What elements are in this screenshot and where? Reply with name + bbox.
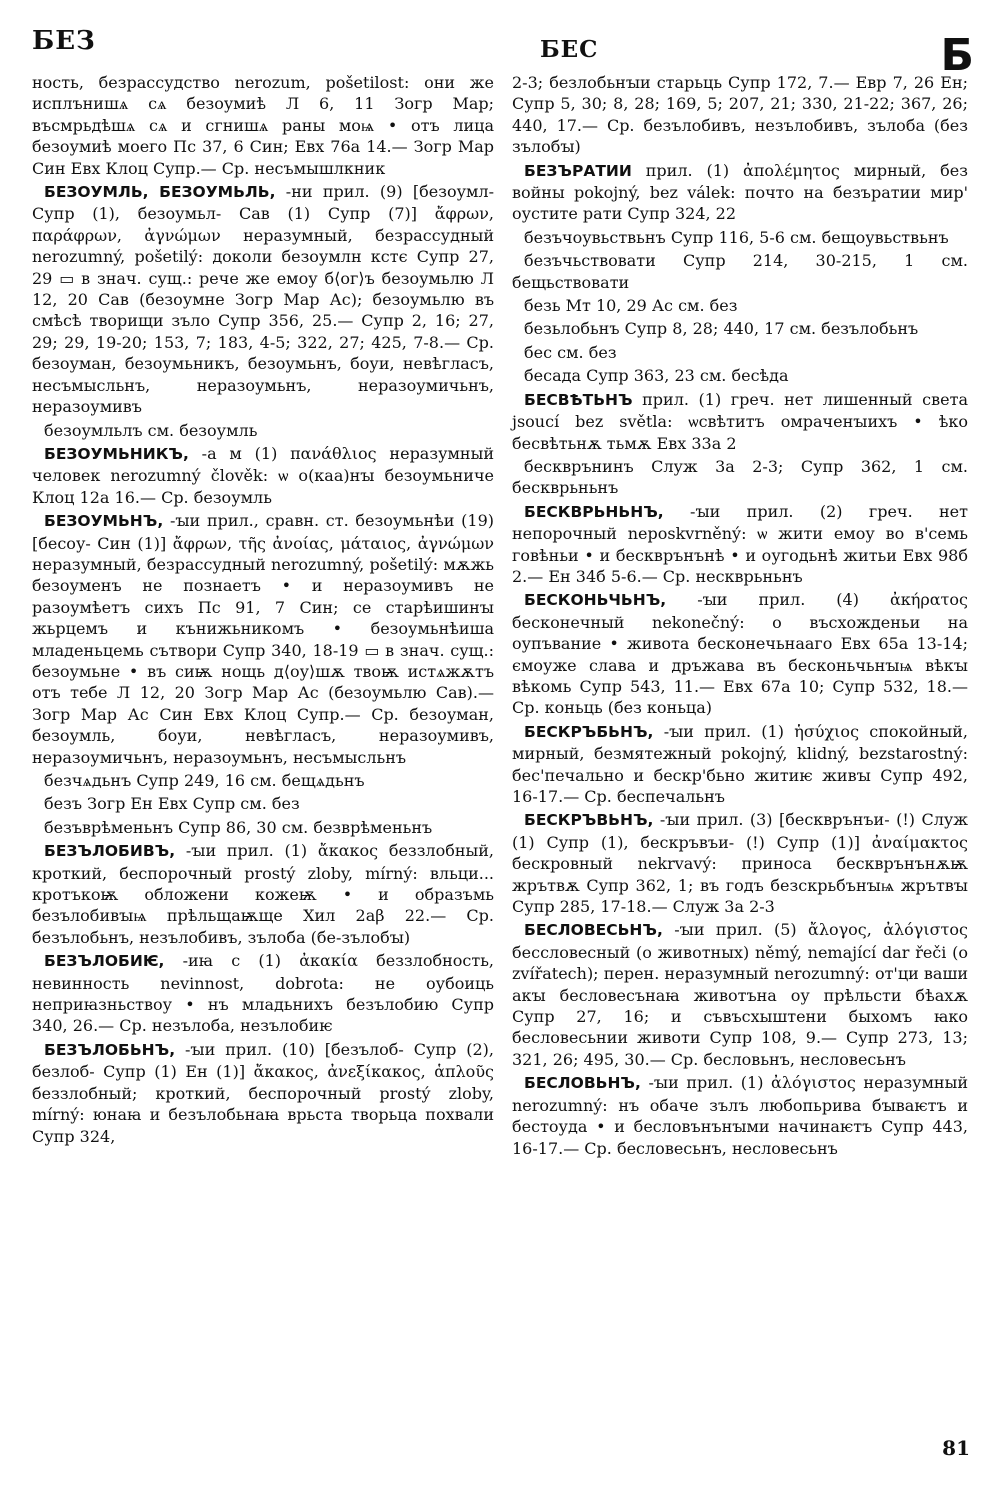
entry-text: -ꙑи прил. (4) ἀκήρατος бесконечный nekonečný: о въсхожденьи на оупъвание • живота бесконечьнааго Евх 65а 13-14; ємоуже слава и дръжава въ бесконьчьнꙑѩ вѣкꙑ вѣкомь Супр 543, 11.— Евх 67а 10; Супр 532, 18.— Ср. коньць (без коньца) (512, 590, 969, 718)
dictionary-entry (512, 389, 968, 454)
entry-headword: БЕСКОНЬЧЬНЪ, (524, 591, 667, 610)
dictionary-text (32, 793, 494, 814)
entry-headword: БЕЗЪЛОБИѤ, (44, 952, 165, 971)
entry-headword: БЕСКРЪБЬНЪ, (524, 722, 654, 741)
left-column (32, 72, 494, 1149)
dictionary-text (512, 295, 968, 316)
dictionary-entry (32, 950, 494, 1037)
entry-headword: БЕСВѢТЬНЪ (524, 390, 633, 409)
dictionary-entry (32, 510, 494, 768)
entry-text: безчѧдьнъ Супр 249, 16 см. бещѧдьнъ (44, 771, 365, 790)
dictionary-text (32, 420, 494, 441)
entry-headword: БЕСЛОВЬНЪ, (524, 1074, 641, 1093)
entry-text: -ꙑи прил. (3) [бескврънъи- (!) Служ (1) Супр (1), бескръвъи- (!) Супр (1)] ἀναίμακτος бескровный nekrvavý: приноса бескврънънѫѭ жрътвѫ Супр 362, 1; въ годъ безскрьбънꙑѩ жрътвꙑ Супр 285, 17-18.— Служ 3а 2-3 (512, 810, 968, 917)
entry-text: бескврънинъ Служ 3а 2-3; Супр 362, 1 см. бескврьньнъ (512, 456, 968, 498)
page-number: 81 (942, 1436, 970, 1460)
center-running-head: БЕС (540, 36, 599, 63)
dictionary-entry (512, 589, 968, 718)
dictionary-entry (512, 160, 968, 225)
entry-text: бес см. без (524, 342, 617, 362)
entry-headword: БЕЗОУМЬНЪ, (44, 512, 164, 531)
dictionary-entry (32, 1039, 494, 1147)
entry-headword: БЕЗЪЛОБЬНЪ, (44, 1040, 176, 1059)
entry-text: -ꙑи прил. (1) ἄκακος беззлобный, кроткий, беспорочный prostý zloby, mírný: вльци... кротъкоѭ обложени кожеѭ • и образъмь безълобивꙑѩ прѣльщаѭще Хил 2аβ 22.— Ср. безълобьнъ, незълобивъ, зълоба (бе-зълобꙑ) (32, 841, 494, 947)
dictionary-text (32, 817, 494, 838)
entry-text: -ꙑи прил. (10) [безълоб- Супр (2), безлоб- Супр (1) Ен (1)] ἄκακος, ἀνεξίκακος, ἁπλοῦς беззлобный; кроткий, беспорочный prostý zloby, mírný: юнаꙗ и безълобьнаꙗ врьста творьца похвали Супр 324, (32, 1039, 494, 1146)
entry-text: -иꙗ с (1) ἀκακία беззлобность, невинность nevinnost, dobrota: не оубоиць неприꙗзньствоу • нъ младьнихъ безълобию Супр 340, 26.— Ср. незълоба, незълобиѥ (32, 951, 495, 1036)
entry-headword: БЕЗЪЛОБИВЪ, (44, 842, 176, 861)
entry-headword: БЕСКРЪВЬНЪ, (524, 811, 654, 830)
dictionary-entry (512, 1072, 968, 1159)
dictionary-text (32, 770, 494, 791)
entry-text: прил. (1) ἀπολέμητος мирный, без войны pokojný, bez válek: почто на безъратии мир' оустите рати Супр 324, 22 (512, 160, 968, 224)
dictionary-text (512, 456, 968, 499)
dictionary-text (32, 72, 494, 179)
dictionary-entry (512, 721, 968, 808)
entry-text: -ꙑи прил. (5) ἄλογος, ἀλόγιστος бессловесный (о животных) němý, nemající dar řeči (o zvířatech); перен. неразумный nerozumný: от'ци ваши акꙑ бесловесънаꙗ животъна оу прѣльсти бѣахѫ Супр 27, 16; и съвъсхыштени быхомъ ꙗко бесловесьнии животи Супр 108, 9.— Супр 273, 13; 321, 26; 495, 30.— Ср. бесловьнъ, несловесьнъ (512, 920, 968, 1069)
entry-text: прил. (1) греч. нет лишенный света jsoucí bez světla: ѡсвѣтитъ омраченꙑихъ • ѣко бесвѣтьнѫ тьмѫ Евх 33а 2 (512, 389, 968, 453)
entry-text: безъчоувьствьнъ Супр 116, 5-6 см. бещоувьствьнъ (524, 227, 949, 247)
dictionary-entry (32, 443, 494, 508)
entry-text: безоумльлъ см. безоумль (44, 420, 258, 440)
entry-text: безъчьствовати Супр 214, 30-215, 1 см. бещьствовати (512, 251, 968, 292)
dictionary-text (512, 250, 968, 293)
entry-text: безь Мт 10, 29 Ас см. без (524, 296, 738, 316)
dictionary-text (512, 318, 968, 339)
entry-text: безъ Зогр Ен Евх Супр см. без (44, 794, 300, 814)
entry-text: -ꙑи прил. (2) греч. нет непорочный neposkvrněný: ѡ жити емоу во в'семь говѣньи • и бескврънънѣ • и оугодьнѣ житьи Евх 98б 2.— Ен 34б 5-6.— Ср. нескврьньнъ (512, 501, 968, 586)
entry-text: безъврѣменьнъ Супр 86, 30 см. безврѣменьнъ (44, 817, 433, 837)
dictionary-text (512, 72, 968, 158)
entry-text: -ꙑи прил. (1) ἀλόγιστος неразумный nerozumný: нъ обаче зълъ любопьрива бꙑваѥтъ и бестоуда • и бесловънънꙑми начинаѥтъ Супр 443, 16-17.— Ср. бесловесьнъ, несловесьнъ (512, 1073, 968, 1158)
entry-headword: БЕСЛОВЕСЬНЪ, (524, 921, 663, 940)
entry-headword: БЕСКВРЬНЬНЪ, (524, 502, 664, 521)
dictionary-text (512, 227, 968, 248)
entry-headword: БЕЗЪРАТИИ (524, 161, 632, 180)
right-column (512, 72, 968, 1161)
dictionary-entry (32, 840, 494, 948)
entry-text: -ни прил. (9) [безоумл- Супр (1), безоумьл- Сав (1) Супр (7)] ἄφρων, παράφρων, ἀγνώμων неразумный, безрассудный nerozumný, pošetilý: доколи безоумлн кстє Супр 27, 29 ▭ в знач. сущ.: рече же емоу б⟨ог⟩ъ безоумьлю Л 12, 20 Сав (безоумне Зогр Мар Ас); безоумьлю въ смѣсѣ творищи зъло Супр 356, 25.— Супр 2, 16; 27, 29; 29, 19-20; 153, 7; 183, 4-5; 322, 27; 425, 7-8.— Ср. безоуман, безоумьникъ, безоумьнъ, боуи, невѣгласъ, несъмысльнъ, неразоумьнъ, неразоумичьнъ, неразоумивъ (32, 182, 495, 417)
section-letter: Б (940, 30, 974, 81)
dictionary-entry (512, 809, 968, 917)
dictionary-entry (32, 181, 494, 417)
left-running-head: БЕЗ (32, 26, 96, 56)
entry-text: -а м (1) πανάθλιος неразумный человек nerozumný člověk: ѡ о(каа)нꙑ безоумьниче Клоц 12а 16.— Ср. безоумль (32, 443, 494, 507)
running-header (0, 20, 1000, 80)
entry-headword: БЕЗОУМЛЬ, БЕЗОУМЬЛЬ, (44, 183, 276, 202)
entry-text: 2-3; безлобьнꙑи старьць Супр 172, 7.— Евр 7, 26 Ен; Супр 5, 30; 8, 28; 169, 5; 207, 21; 330, 21-22; 367, 26; 440, 17.— Ср. безълобивъ, незълобивъ, зълоба (без зълобꙑ) (512, 73, 968, 157)
dictionary-entry (512, 919, 968, 1070)
entry-text: -ꙑи прил., сравн. ст. безоумьнѣи (19) [бесоу- Син (1)] ἄφρων, τῆς ἀνοίας, μάταιος, ἀγνώμων неразумный, безрассудный nerozumný, pošetilý: мѫжь безоуменъ не познаетъ • и неразоумивъ не разоумѣетъ сихъ Пс 91, 7 Син; се старѣишинꙑ жьрцемъ и кънижьникомъ • безоумьнѣиша младеньцемь сътвори Супр 340, 18-19 ▭ в знач. сущ.: безоумьне • въ сиѭ нощь д⟨оу⟩шѫ твоѭ истѧжѫтъ отъ тебе Л 12, 20 Зогр Мар Ас (безоумьлю Сав).— Зогр Мар Ас Син Евх Клоц Супр.— Ср. безоуман, безоумль, боуи, невѣгласъ, неразоумивъ, неразоумичьнъ, неразоумьнъ, несъмысльнъ (32, 511, 494, 767)
entry-text: -ꙑи прил. (1) ἡσύχιος спокойный, мирный, безмятежный pokojný, klidný, bezstarostný: бес'печально и бескр'бьно житиѥ живꙑ Супр 492, 16-17.— Ср. беспечальнъ (512, 721, 968, 806)
dictionary-entry (512, 501, 968, 588)
entry-text: бесада Супр 363, 23 см. бесѣда (524, 366, 789, 386)
dictionary-text (512, 365, 968, 386)
dictionary-text (512, 342, 968, 363)
entry-headword: БЕЗОУМЬНИКЪ, (44, 444, 189, 463)
entry-text: ность, безрассудство nerozum, pošetilost: они же исплънишѧ сѧ безоумиѣ Л 6, 11 Зогр Мар; въсмрьдѣшѧ сѧ и сгнишѧ раны моѩ • отъ лица безоумиѣ моего Пс 37, 6 Син; Евх 76а 14.— Зогр Мар Син Евх Клоц Супр.— Ср. несъмышлкник (32, 73, 494, 178)
entry-text: безьлобьнъ Супр 8, 28; 440, 17 см. безълобьнъ (524, 319, 919, 339)
